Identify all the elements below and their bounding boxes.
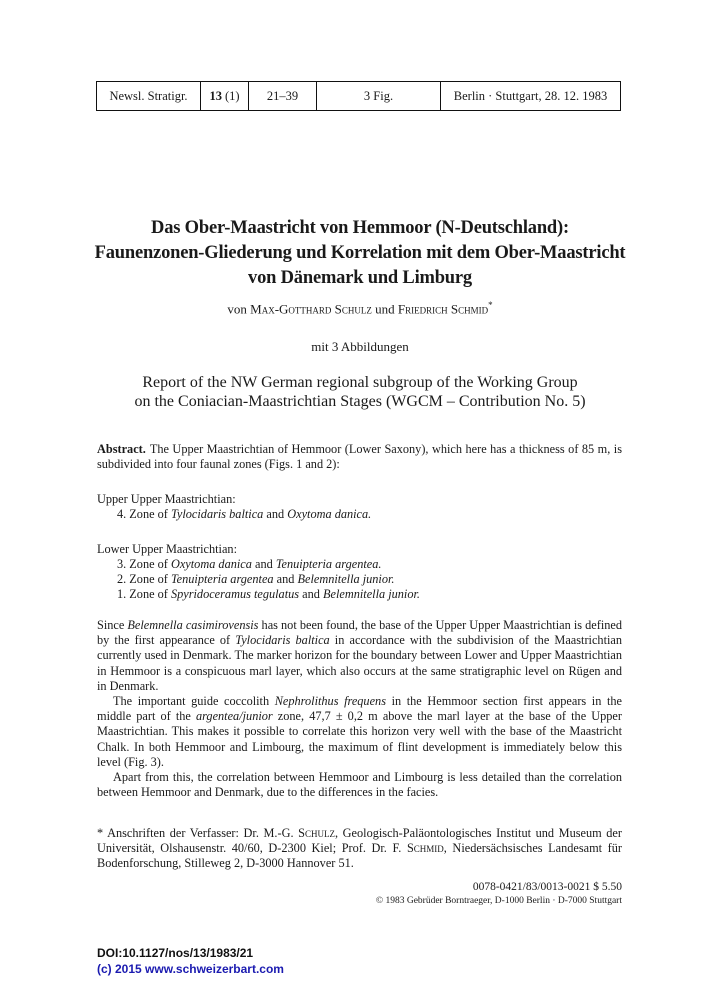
zone-item <box>117 507 371 522</box>
author-1: Max-Gotthard Schulz <box>250 301 372 317</box>
paragraph-3: Apart from this, the correlation between Hemmoor and Limbourg is less detailed than the correlation between Hemmoor and Denmark, due to the differences in the facies. <box>97 770 622 800</box>
author-addresses-footnote <box>97 826 622 871</box>
abstract-label: Abstract. <box>97 442 146 456</box>
zone-item <box>117 572 394 587</box>
issue: (1) <box>224 88 240 103</box>
paragraph-1 <box>97 618 622 694</box>
author-conjunction: und <box>375 301 395 317</box>
taxon: Tylocidaris baltica <box>235 633 330 648</box>
text-run: The important guide coccolith <box>113 694 275 709</box>
taxon: Tylocidaris baltica <box>170 507 264 521</box>
text-run: has not been found, the base of the Upper Upper Maastrichtian is defined by the first appearance of <box>97 618 622 648</box>
zone-number: 3. Zone of <box>117 557 168 571</box>
zone-and: and <box>302 587 320 601</box>
paragraph-2 <box>97 694 622 770</box>
issn-price: 0078-0421/83/0013-0021 $ 5.50 <box>472 881 622 893</box>
zone-and: and <box>254 557 273 571</box>
taxon: Nephrolithus frequens <box>274 694 386 709</box>
illustrations-note: mit 3 Abbildungen <box>311 339 409 354</box>
zone-number: 4. Zone of <box>117 507 168 521</box>
publisher-website-link[interactable]: (c) 2015 www.schweizerbart.com <box>97 962 284 976</box>
taxon: Spyridoceramus tegulatus <box>170 587 300 601</box>
text-run: Since <box>97 618 128 632</box>
zone-name: argentea/junior <box>195 709 273 724</box>
journal-name: Newsl. Stratigr. <box>97 82 201 110</box>
taxon: Tenuipteria argentea <box>170 572 274 586</box>
text-run: * Anschriften der Verfasser: Dr. M.-G. <box>97 826 299 840</box>
author-prefix: von <box>227 301 247 317</box>
report-line-2: on the Coniacian-Maastrichtian Stages (WGCM – Contribution No. 5) <box>134 393 586 410</box>
text-run: in the Hemmoor section first appears in the middle part of the <box>97 694 622 724</box>
text-run: zone, 47,7 ± 0,2 m above the marl layer at the base of the Upper Maastrichtian. This makes it possible to correlate this horizon very well with the base of the Maastricht Chalk. In both Hemmoor and Limbourg, the maximum of flint development is immediately below this level (Fig. 3). <box>97 709 622 769</box>
zone-number: 1. Zone of <box>117 587 168 601</box>
paper-title <box>60 216 660 291</box>
author-surname: Schulz <box>298 826 335 840</box>
title-line-2: Faunenzonen-Gliederung und Korrelation mit dem Ober-Maastricht <box>94 243 626 263</box>
report-subtitle <box>60 373 660 411</box>
figure-count: 3 Fig. <box>317 82 441 110</box>
author-2: Friedrich Schmid <box>397 301 489 317</box>
author-line <box>60 300 660 317</box>
title-line-3: von Dänemark und Limburg <box>248 268 472 288</box>
footnote-mark: * <box>488 300 493 310</box>
body-text <box>97 618 622 800</box>
zone-and: and <box>266 507 285 521</box>
zone-item <box>117 587 420 602</box>
copyright-line: © 1983 Gebrüder Borntraeger, D-1000 Berlin · D-7000 Stuttgart <box>375 896 622 906</box>
text-run: in accordance with the subdivision of the Maastrichtian currently used in Denmark. The marker horizon for the boundary between Lower and Upper Maastrichtian in Hemmoor is a conspicuous marl layer, which also occurs at the same stratigraphic level on Rügen and in Denmark. <box>97 633 623 693</box>
volume-issue <box>201 82 249 110</box>
zone-and: and <box>276 572 295 586</box>
taxon: Belemnella casimirovensis <box>127 618 259 632</box>
zone-item <box>117 557 382 572</box>
zone-number: 2. Zone of <box>117 572 168 586</box>
lower-upper-heading: Lower Upper Maastrichtian: <box>97 542 237 556</box>
author-surname: Schmid <box>406 841 444 855</box>
page-range: 21–39 <box>249 82 317 110</box>
abstract <box>97 442 622 472</box>
title-line-1: Das Ober-Maastricht von Hemmoor (N-Deutschland): <box>151 218 569 238</box>
doi-link[interactable]: DOI:10.1127/nos/13/1983/21 <box>97 946 254 960</box>
text-run: , Geologisch-Paläontologisches Institut und Museum der Universität, Olshausenstr. 40/60, D-2300 Kiel; Prof. Dr. F. <box>97 826 622 855</box>
volume: 13 <box>209 88 222 103</box>
text-run: , Niedersächsisches Landesamt für Bodenforschung, Stilleweg 2, D-3000 Hannover 51. <box>97 841 622 870</box>
place-date: Berlin · Stuttgart, 28. 12. 1983 <box>453 88 608 103</box>
taxon: Belemnitella junior. <box>297 572 395 586</box>
taxon: Tenuipteria argentea. <box>275 557 382 571</box>
taxon: Oxytoma danica. <box>287 507 372 521</box>
abstract-text: The Upper Maastrichtian of Hemmoor (Lower Saxony), which here has a thickness of 85 m, is subdivided into four faunal zones (Figs. 1 and 2): <box>97 442 622 472</box>
taxon: Belemnitella junior. <box>322 587 420 601</box>
report-line-1: Report of the NW German regional subgroup of the Working Group <box>142 374 578 391</box>
journal-header-table <box>96 81 621 111</box>
upper-upper-heading: Upper Upper Maastrichtian: <box>97 492 236 506</box>
taxon: Oxytoma danica <box>170 557 252 571</box>
